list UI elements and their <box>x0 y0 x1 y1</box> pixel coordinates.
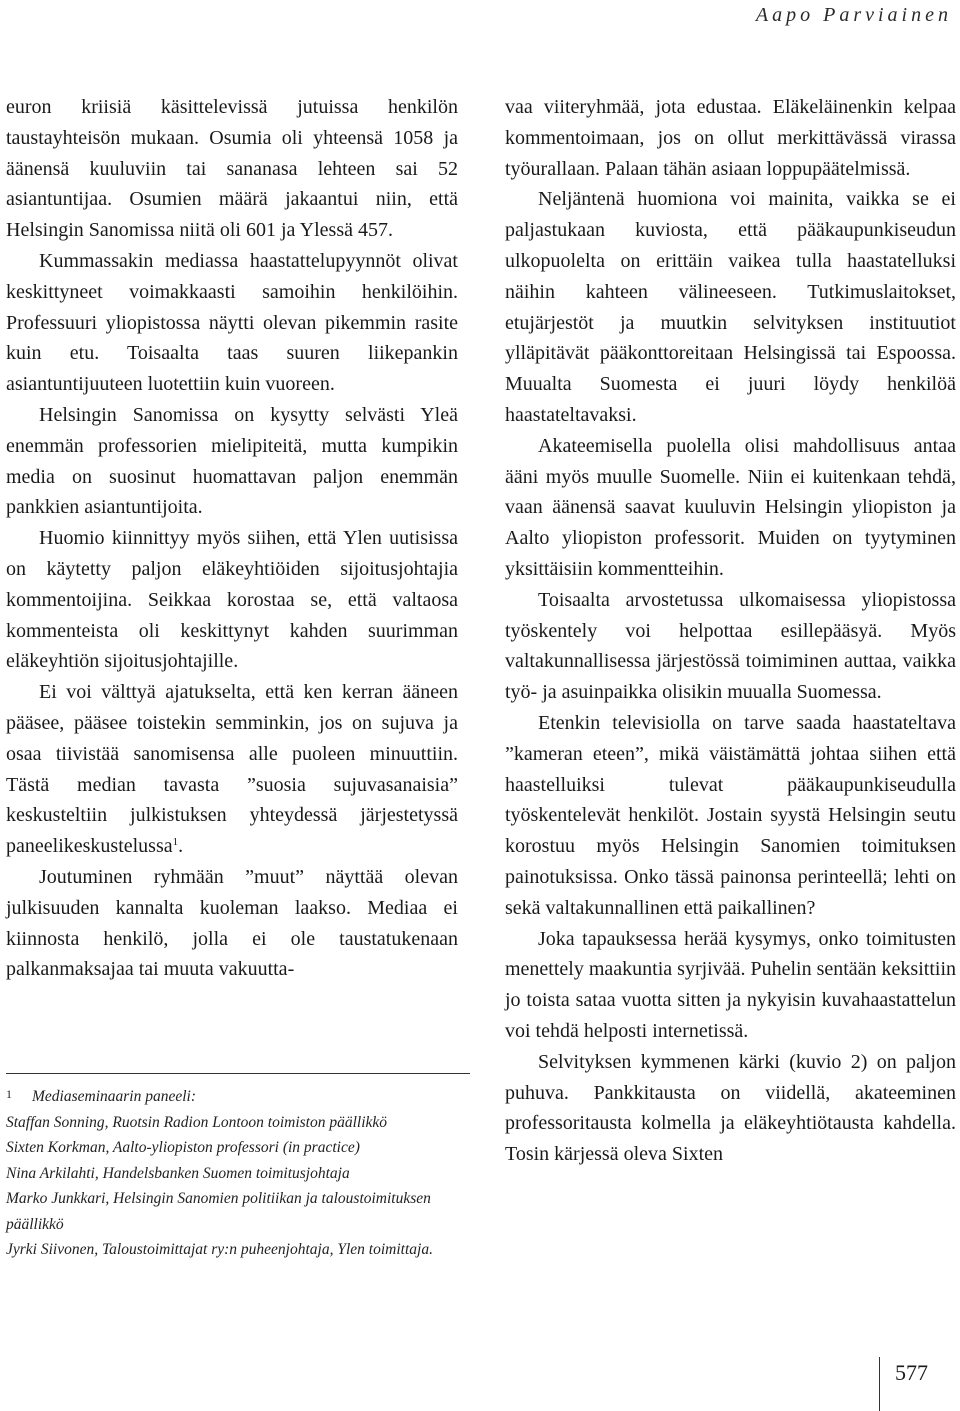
footnote-line: Marko Junkkari, Helsingin Sanomien politiikan ja taloustoimituksen päällikkö <box>6 1190 431 1233</box>
running-header-author: Aapo Parviainen <box>755 4 952 26</box>
right-column <box>505 92 956 1170</box>
footnote-line: Mediaseminaarin paneeli: <box>32 1088 197 1105</box>
paragraph: euron kriisiä käsittelevissä jutuissa henkilön taustayhteisön mukaan. Osumia oli yhteensä 1058 ja äänensä kuuluviin tai sananasa lehteen sai 52 asiantuntijaa. Osumien määrä jakaantui niin, että Helsingin Sanomissa niitä oli 601 ja Ylessä 457. <box>6 96 458 242</box>
paragraph: Kummassakin mediassa haastattelupyynnöt olivat keskittyneet voimakkaasti samoihin henkilöihin. Professuuri yliopistossa näytti olevan pikemmin rasite kuin etu. Toisaalta taas suuren liikepankin asiantuntijuuteen luotettiin kuin vuoreen. <box>6 249 458 396</box>
footnote-reference: 1 <box>172 836 179 849</box>
paragraph: Toisaalta arvostetussa ulkomaisessa yliopistossa työskentely voi helpottaa esillepääsyä. Myös valtakunnallisessa järjestössä toimiminen auttaa, vaikka työ- ja asuinpaikka olisikin muualla Suomessa. <box>505 588 956 704</box>
paragraph: Helsingin Sanomissa on kysytty selvästi Yleä enemmän professorien mielipiteitä, mutta kumpikin media on suosinut huomattavan paljon enemmän pankkien asiantuntijoita. <box>6 403 458 519</box>
paragraph: Huomio kiinnittyy myös siihen, että Ylen uutisissa on käytetty paljon eläkeyhtiöiden sijoitusjohtajia kommentoijina. Seikkaa korostaa se, että valtaosa kommenteista oli keskittynyt kahden suurimman eläkeyhtiön sijoitusjohtajille. <box>6 527 458 673</box>
left-column <box>6 92 458 985</box>
footnote-line: Nina Arkilahti, Handelsbanken Suomen toimitusjohtaja <box>6 1164 350 1182</box>
paragraph: Joutuminen ryhmään ”muut” näyttää olevan julkisuuden kannalta kuoleman laakso. Mediaa ei kiinnosta henkilö, jolla ei ole taustatukenaan palkanmaksajaa tai muuta vakuutta- <box>6 865 458 981</box>
footnote-heading <box>6 1082 458 1110</box>
paragraph: Akateemisella puolella olisi mahdollisuus antaa ääni myös muulle Suomelle. Niin ei kuitenkaan tehdä, vaan äänensä saavat kuuluvin Helsingin yliopiston ja Aalto yliopiston professorit. Muiden on tyytyminen yksittäisiin kommentteihin. <box>505 434 956 580</box>
paragraph: Selvityksen kymmenen kärki (kuvio 2) on paljon puhuva. Pankkitausta on viidellä, akateeminen professoritausta kolmella ja eläkeyhtiötausta kahdella. Tosin kärjessä oleva Sixten <box>505 1050 956 1166</box>
footnote-block <box>6 1082 458 1263</box>
footnote-line: Sixten Korkman, Aalto-yliopiston professori (in practice) <box>6 1139 360 1156</box>
page-number: 577 <box>895 1360 928 1385</box>
footnote-line: Jyrki Siivonen, Taloustoimittajat ry:n puheenjohtaja, Ylen toimittaja. <box>6 1241 433 1258</box>
footnote-line: Staffan Sonning, Ruotsin Radion Lontoon toimiston päällikkö <box>6 1113 388 1131</box>
paragraph-period: . <box>178 835 184 858</box>
paragraph: Joka tapauksessa herää kysymys, onko toimitusten menettely maakuntia syrjivää. Puhelin sentään keksittiin jo toista sataa vuotta sitten ja nykyisin kuvahaastattelun voi tehdä helposti internetissä. <box>505 927 956 1042</box>
page-number-rule <box>879 1357 880 1411</box>
paragraph-with-footnote <box>6 677 458 862</box>
paragraph-text: Ei voi välttyä ajatukselta, että ken kerran ääneen pääsee, pääsee toistekin semminkin, jos on sujuva ja osaa tiivistää sanomisensa alle puoleen minuuttiin. Tästä median tavasta ”suosia sujuvasanaisia” keskusteltiin julkistuksen yhteydessä järjestetyssä paneelikeskustelussa <box>6 681 458 858</box>
footnote-divider <box>6 1073 470 1074</box>
paragraph: vaa viiteryhmää, jota edustaa. Eläkeläinenkin kelpaa kommentoimaan, jos on ollut merkittävässä virassa työurallaan. Palaan tähän asiaan loppupäätelmissä. <box>505 96 956 180</box>
paragraph: Neljäntenä huomiona voi mainita, vaikka se ei paljastukaan kuviosta, että pääkaupunkiseudun ulkopuolelta on erittäin vaikea tulla haastatelluksi näihin kahteen välineeseen. Tutkimuslaitokset, etujärjestöt ja muutkin selvityksen instituutiot ylläpitävät pääkonttoreitaan Helsingissä tai Espoossa. Muualta Suomesta ei juuri löydy henkilöä haastateltavaksi. <box>505 188 956 426</box>
paragraph: Etenkin televisiolla on tarve saada haastateltava ”kameran eteen”, mikä väistämättä johtaa siihen että haastelluiksi tulevat pääkaupunkiseudulla työskentelevät henkilöt. Jostain syystä Helsingin seutu korostuu myös Helsingin Sanomien toimituksen painotuksissa. Onko tässä painonsa perinteellä; lehti on sekä valtakunnallinen että paikallinen? <box>505 711 956 919</box>
footnote-marker: 1 <box>6 1087 12 1101</box>
